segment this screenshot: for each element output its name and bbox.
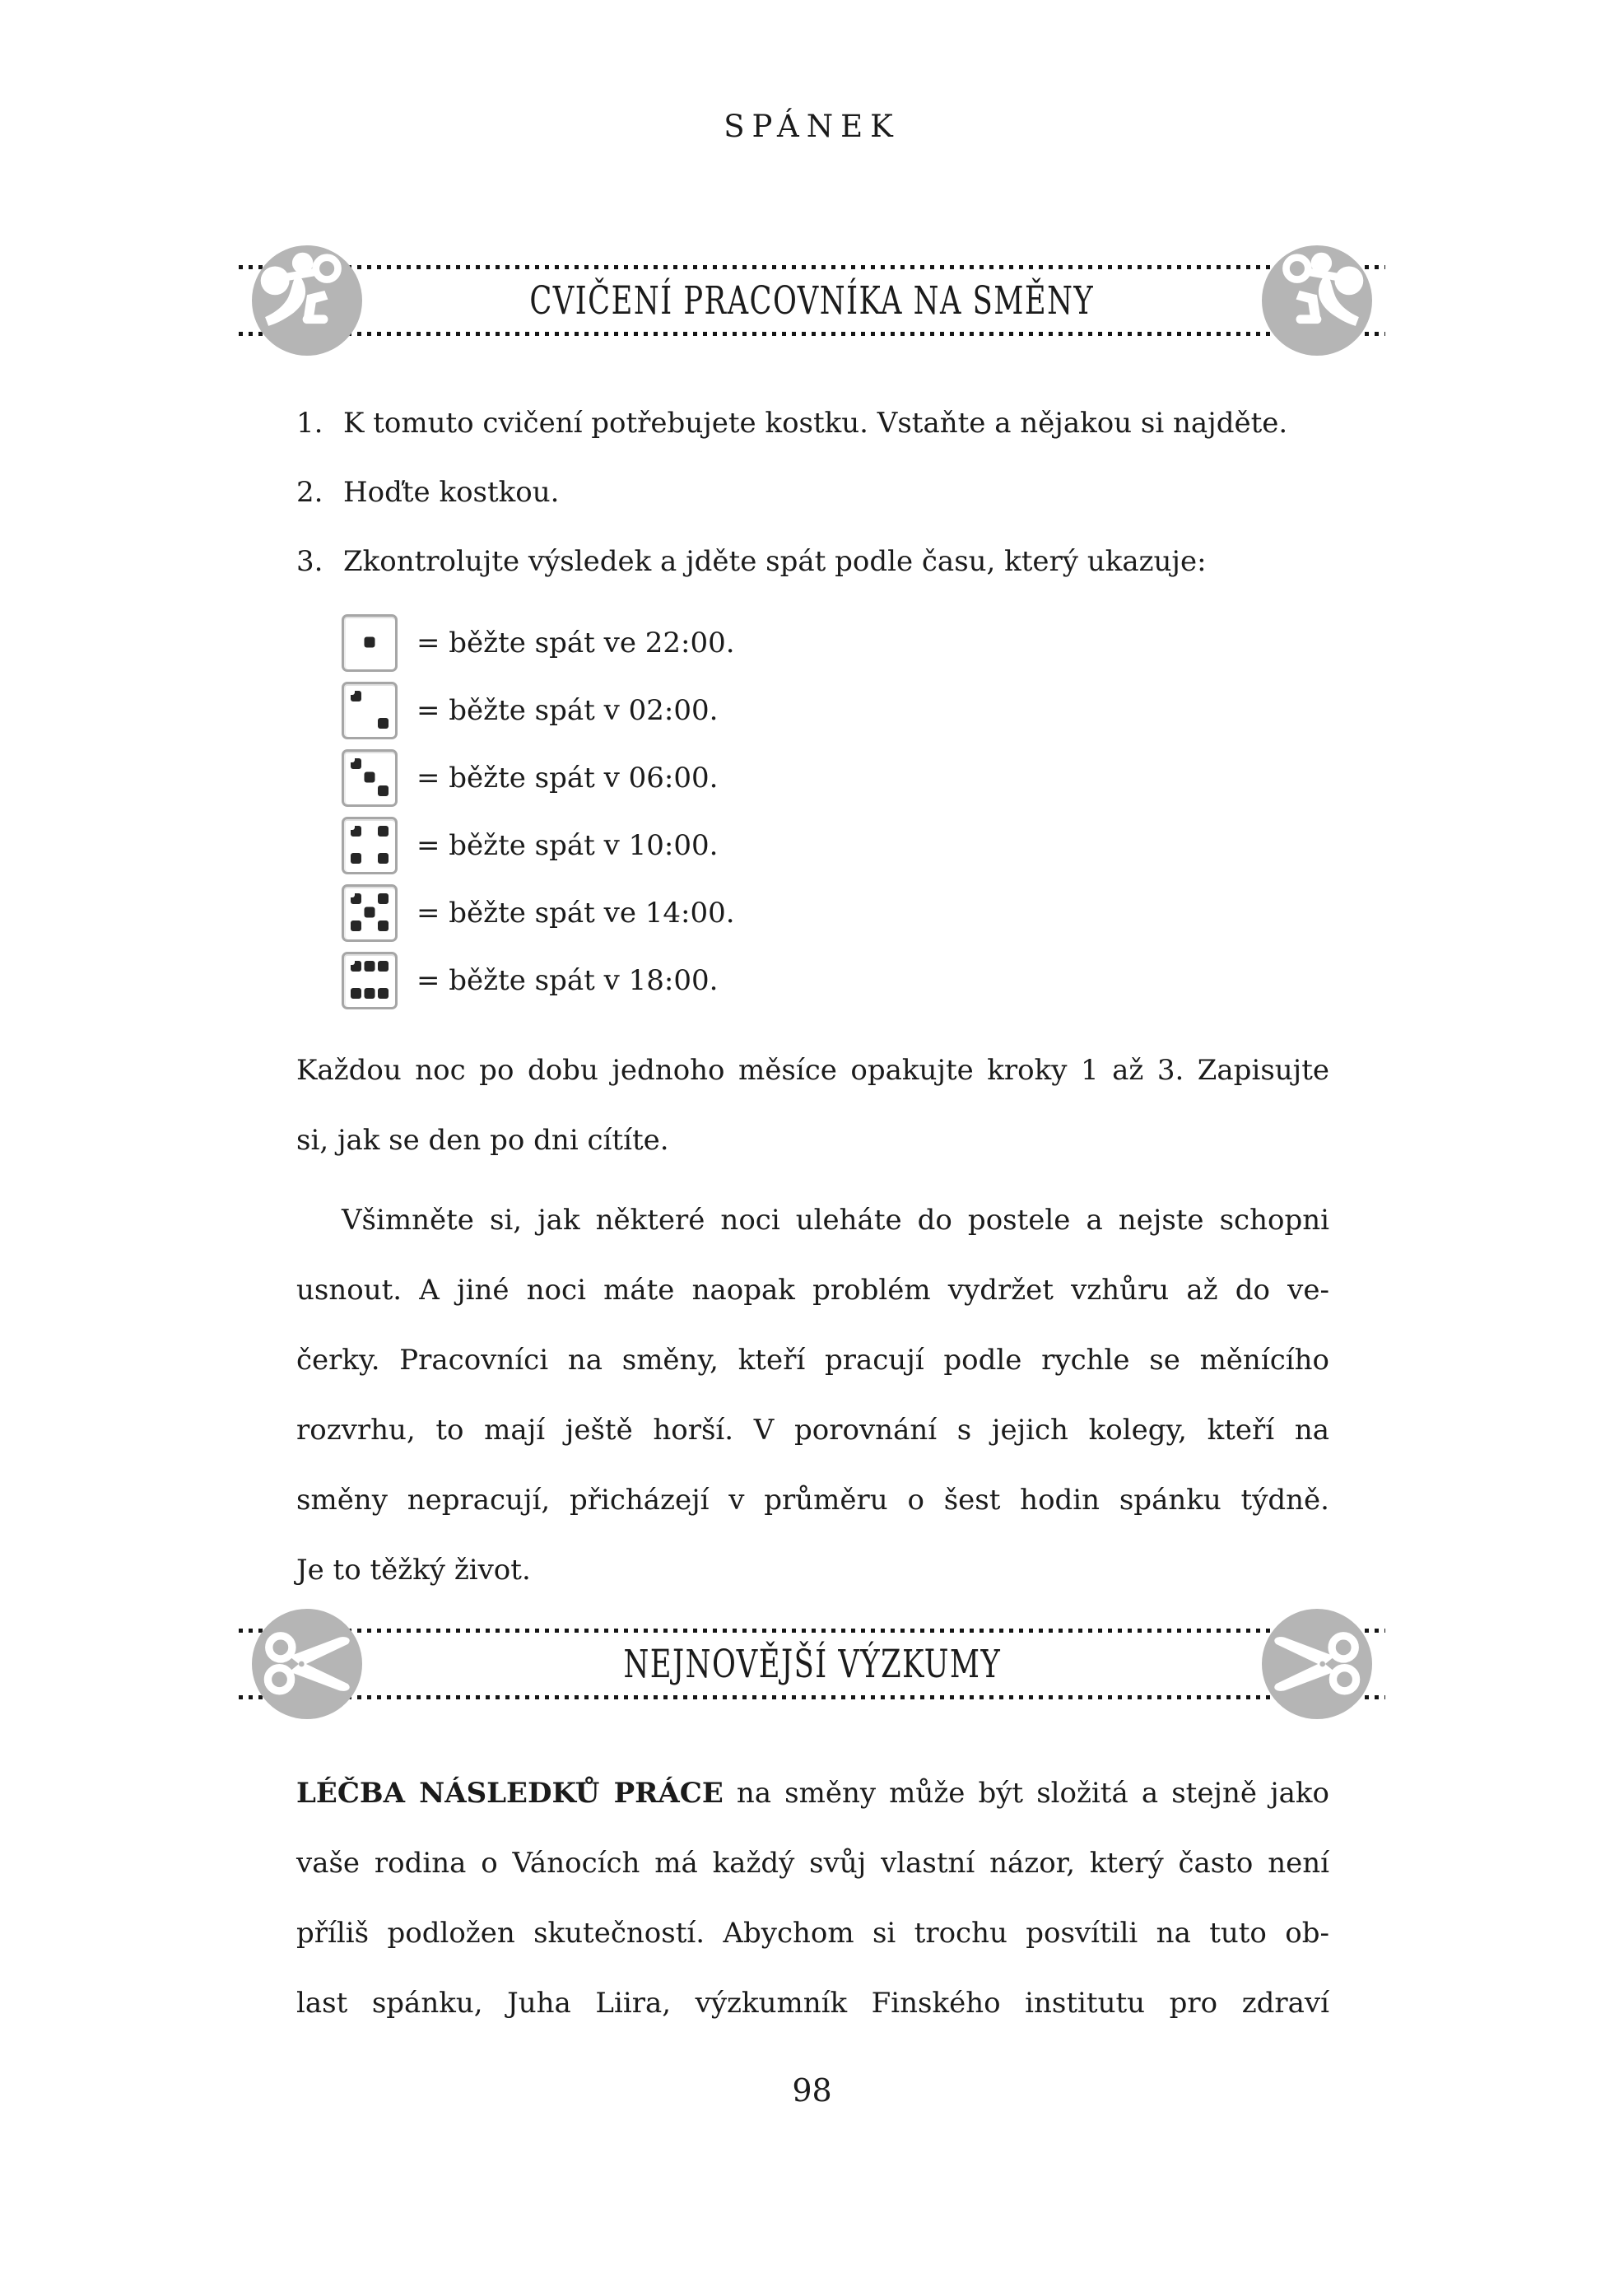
page-header: SPÁNEK	[724, 109, 900, 144]
dice-rule-row	[342, 879, 1329, 947]
paragraph-line: si, jak se den po dni cítíte.	[296, 1124, 669, 1157]
page-number: 98	[792, 2072, 832, 2109]
paragraph-line	[296, 1759, 1329, 1829]
section-title-research: NEJNOVĚJŠÍ VÝZKUMY	[623, 1641, 1001, 1687]
paragraph-line: čerky. Pracovníci na směny, kteří pracují podle rychle se měnícího	[296, 1344, 1329, 1377]
dotted-rule-top	[239, 1629, 1385, 1633]
paragraph-line: rozvrhu, to mají ještě horší. V porovnání s jejich kolegy, kteří na	[296, 1414, 1329, 1447]
text-column	[296, 389, 1329, 1606]
text-column	[296, 1759, 1329, 2039]
paragraph-notice	[296, 1186, 1329, 1606]
die-face-5-icon	[342, 884, 398, 942]
section-title-exercise: CVIČENÍ PRACOVNÍKA NA SMĚNY	[529, 277, 1095, 324]
dice-rule-list	[296, 609, 1329, 1014]
dice-rule-label: = běžte spát ve 14:00.	[416, 896, 735, 930]
paragraph-line: Každou noc po dobu jednoho měsíce opakujte kroky 1 až 3. Zapisujte	[296, 1054, 1329, 1087]
dice-rule-row	[342, 812, 1329, 879]
dice-rule-label: = běžte spát v 18:00.	[416, 963, 719, 997]
step-text: Hoďte kostkou.	[343, 476, 560, 509]
paragraph-lead: LÉČBA NÁSLEDKŮ PRÁCE	[296, 1777, 724, 1810]
dice-rule-row	[342, 677, 1329, 744]
step-list	[296, 389, 1329, 596]
list-item-step	[296, 527, 1329, 596]
paragraph-line: last spánku, Juha Liira, výzkumník Finského institutu pro zdraví	[296, 1987, 1329, 2020]
weightlifter-icon	[1262, 245, 1372, 356]
paragraph-research	[296, 1759, 1329, 2039]
paragraph-line-rest: na směny může být složitá a stejně jako	[723, 1777, 1329, 1810]
step-number: 2.	[296, 476, 323, 509]
dice-rule-label: = běžte spát ve 22:00.	[416, 626, 735, 659]
paragraph-line: příliš podložen skutečností. Abychom si trochu posvítili na tuto ob-	[296, 1917, 1329, 1950]
step-text: K tomuto cvičení potřebujete kostku. Vstaňte a nějakou si najděte.	[343, 407, 1288, 440]
step-text: Zkontrolujte výsledek a jděte spát podle času, který ukazuje:	[343, 545, 1207, 578]
dice-rule-label: = běžte spát v 02:00.	[416, 693, 719, 727]
dice-rule-label: = běžte spát v 06:00.	[416, 761, 719, 795]
paragraph-line: vaše rodina o Vánocích má každý svůj vlastní názor, který často není	[296, 1847, 1329, 1880]
die-face-4-icon	[342, 817, 398, 874]
step-number: 3.	[296, 545, 323, 578]
paragraph-line: usnout. A jiné noci máte naopak problém vydržet vzhůru až do ve-	[296, 1274, 1329, 1307]
scissors-icon	[252, 1609, 362, 1719]
step-number: 1.	[296, 407, 323, 440]
dotted-rule-bottom	[239, 1695, 1385, 1699]
section-banner-research	[239, 1629, 1385, 1699]
book-page	[0, 105, 1624, 2293]
paragraph-line: Je to těžký život.	[296, 1554, 531, 1587]
dice-rule-row	[342, 744, 1329, 812]
die-face-3-icon	[342, 749, 398, 807]
paragraph-repeat	[296, 1036, 1329, 1176]
paragraph-line: Všimněte si, jak některé noci uleháte do postele a nejste schopni	[342, 1204, 1329, 1237]
dice-rule-label: = běžte spát v 10:00.	[416, 828, 719, 862]
scissors-icon	[1262, 1609, 1372, 1719]
dice-rule-row	[342, 609, 1329, 677]
weightlifter-icon	[252, 245, 362, 356]
section-banner-exercise	[239, 265, 1385, 336]
dice-rule-row	[342, 947, 1329, 1014]
dotted-rule-bottom	[239, 332, 1385, 336]
paragraph-line: směny nepracují, přicházejí v průměru o šest hodin spánku týdně.	[296, 1484, 1329, 1517]
die-face-6-icon	[342, 952, 398, 1009]
list-item-step	[296, 458, 1329, 527]
list-item-step	[296, 389, 1329, 458]
die-face-1-icon	[342, 614, 398, 672]
dotted-rule-top	[239, 265, 1385, 269]
die-face-2-icon	[342, 682, 398, 739]
